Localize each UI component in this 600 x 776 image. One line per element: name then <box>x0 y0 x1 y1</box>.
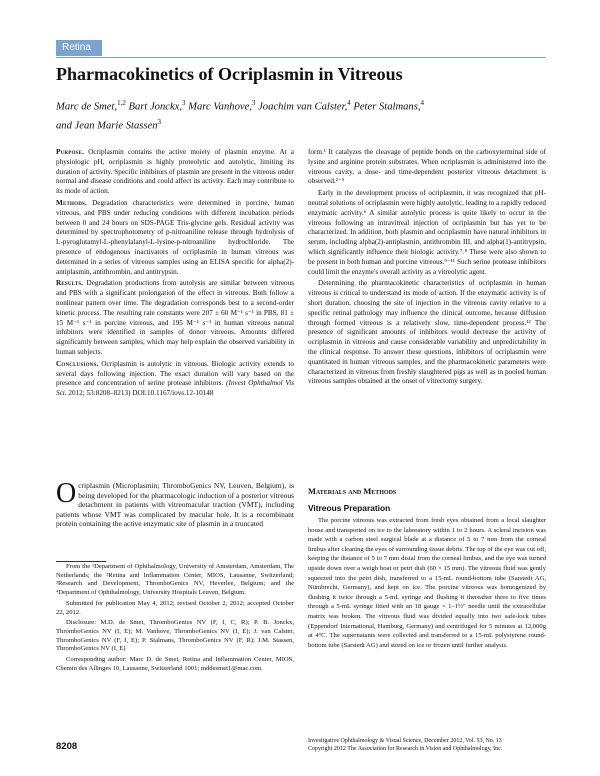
copyright: Copyright 2012 The Association for Research in Vision and Ophthalmology, Inc. <box>308 746 503 752</box>
author-name: Bart Jonckx, <box>125 101 183 113</box>
author-name: Joachim van Calster, <box>255 101 348 113</box>
methods-text <box>308 516 546 650</box>
footnote-affiliations: From the ¹Department of Ophthalmology, University of Amsterdam, Amsterdam, The Netherlands; the ²Retina and Inflammation Center, MIOS, Lausanne, Switzerland; ³Research and Development, ThromboGenics NV, Heverlee, Belgium; and the ⁴Department of Ophthalmology, University Hospitals Leuven, Belgium. <box>56 563 294 597</box>
footnote-submitted: Submitted for publication May 4, 2012; revised October 2, 2012; accepted October 22, 2012. <box>56 599 294 616</box>
introduction <box>56 478 294 529</box>
section-tag: Retina <box>56 40 102 56</box>
abstract-results <box>56 279 294 357</box>
author-name: Marc Vanhove, <box>185 101 252 113</box>
paragraph: form.¹ It catalyzes the cleavage of peptide bonds on the carboxyterminal side of lysine and arginine protein substrates. When ocriplasmin is administered into the vitreous cavity, a dose- and time-dependent posterior vitreous detachment is observed.²⁻⁵ <box>308 148 546 186</box>
abstract-label: Methods. <box>56 198 88 207</box>
author-list <box>56 96 546 133</box>
footnote-disclosure: Disclosure: M.D. de Smet, ThromboGenics NV (F, I, C, R); P. B. Jonckx, ThromboGenics NV (I, E); M. Vanhove, ThromboGenics NV (I, E); J. van Calster, ThromboGenics NV (F, I, E); P. Stalmans, ThromboGenics NV (F, R); J.M. Stassen, ThromboGenics NV (I, E) <box>56 619 294 653</box>
abstract-label: Results. <box>56 279 84 288</box>
abstract-text: Ocriplasmin is autolytic in vitreous. Biologic activity extends to several days following injection. The exact duration will vary based on the presence and concentration of serine protease inhibitors. <box>56 359 294 388</box>
section-heading: Materials and Methods <box>308 487 397 496</box>
header-rule <box>56 57 546 58</box>
abstract-methods <box>56 199 294 277</box>
abstract-text: Degradation characteristics were determined in porcine, human vitreous, and PBS under reducing conditions with different incubation periods between 0 and 24 hours on SDS-PAGE Tris-glycine gels. Residual activity was determined by spectrophotometry of p-nitroaniline release through hydrolysis of L-pyroglutamyl-L-phenylalanyl-L-lysine-p-nitroaniline hydrochloride. The presence of endogenous inactivators of ocriplasmin in human vitreous was determined in a series of vitreous samples using an ELISA specific for alpha(2)-antiplasmin, antithrombin, and antitrypsin. <box>56 198 294 276</box>
author-name: Peter Stalmans, <box>350 101 421 113</box>
abstract <box>56 148 294 401</box>
author-affiliation: 1,2 <box>117 99 126 107</box>
abstract-text: Degradation productions from autolysis are similar between vitreous and PBS with a significant prolongation of the effect in vitreous. Both follow a nonlinear pattern over time. The degradation corresponds best to a second-order kinetic process. The resulting rate constants were 207 ± 60 M⁻¹ s⁻¹ in PBS, 81 ± 15 M⁻¹ s⁻¹ in porcine vitreous, and 195 M⁻¹ s⁻¹ in human vitreous natural inhibitors were identified in samples of donor vitreous. Amounts differed significantly between samples, which may help explain the observed variability in human subjects. <box>56 279 294 356</box>
author-affiliation: 4 <box>347 99 351 107</box>
author-affiliation: 3 <box>251 99 256 107</box>
author-affiliation: 4 <box>420 99 424 107</box>
author-line-2 <box>56 115 546 134</box>
drop-cap: O <box>56 478 77 509</box>
paragraph: Early in the development process of ocriplasmin, it was recognized that pH-neutral solutions of ocriplasmin were highly autolytic, leading to a rapidly reduced enzymatic activity.⁶ A similar autolytic process is quite likely to occur in the vitreous following an intravitreal injection of ocriplasmin but has yet to be characterized. In addition, both plasmin and ocriplasmin have natural inhibitors in serum, including alpha(2)-antiplasmin, antithrombin III, and alpha(1)-antitrypsin, which significantly influence their biologic activity.⁷˒⁸ These were also shown to be present in both human and porcine vitreous.⁹⁻¹¹ Such serine protease inhibitors could limit the enzyme's overall activity as a vitreolytic agent. <box>308 189 546 276</box>
author-line-1 <box>56 96 546 115</box>
citation-journal: (Invest Ophthalmol Vis Sci. <box>56 379 295 398</box>
subsection-heading: Vitreous Preparation <box>308 503 391 513</box>
author-name: and Jean Marie Stassen <box>56 120 158 132</box>
author-name: Marc de Smet, <box>56 101 118 113</box>
intro-text: criplasmin (Microplasmin; ThromboGenics NV, Leuven, Belgium), is being developed for the pharmacologic induction of a posterior vitreous detachment in patients with vitreomacular traction (VMT), including patients whose VMT was complicated by macular hole. It is a recombinant protein containing the active enzymatic site of plasmin in a truncated <box>56 481 294 529</box>
article-title: Pharmacokinetics of Ocriplasmin in Vitreous <box>56 64 403 84</box>
abstract-conclusion <box>56 360 294 399</box>
paragraph: Determining the pharmacokinetic characteristics of ocriplasmin in human vitreous is critical to understand its mode of action. If the enzymatic activity is of short duration, choosing the site of injection in the vitreous cavity relative to a specific retinal pathology may influence the clinical outcome, because diffusion through formed vitreous is a relatively slow, time-dependent process.¹² The presence of significant amounts of inhibitors would decrease the activity of ocriplasmin in vitreous and cause considerable variability and unpredictability in the clinical response. To answer these questions, inhibitors of ocriplasmin were quantitated in human vitreous samples, and the pharmacokinetic parameters were characterized in vitreous from freshly slaughtered pigs as well as in pooled human vitreous samples obtained at the onset of vitrectomy surgery. <box>308 279 546 386</box>
body-text-right <box>308 148 546 389</box>
paragraph: The porcine vitreous was extracted from fresh eyes obtained from a local slaughter house and transported on ice to the laboratory within 1 to 2 hours. A scleral incision was made with a carbon steel surgical blade at a distance of 5 to 7 mm from the corneal limbus after cleaning the eyes of surrounding tissue debris. The top of the eye was cut off, keeping the distance of 5 to 7 mm distal from the corneal limbus, and the eye was turned upside down over a weigh boat or petri dish (60 × 15 mm). The vitreous fluid was gently squeezed into the petri dish, transferred to a 15-mL round-bottom tube (Sarstedt AG, Nümbrecht, Germany), and kept on ice. The porcine vitreous was homogenized by flushing it twice through a 5-mL syringe and flushing it thereafter three to five times through a 5-mL syringe fitted with an 18 gauge × 1–1½″ needle until the extracellular matrix was broken. The vitreous fluid was divided equally into two safe-lock tubes (Eppendorf International, Hamburg, Germany) and centrifuged for 5 minutes at 12,000g at 4°C. The supernatants were collected and transferred to a 15-mL polystyrene round-bottom tube (Sarstedt AG) and stored on ice or frozen until further analysis. <box>308 517 546 649</box>
abstract-label: Purpose. <box>56 148 85 156</box>
author-affiliation: 3 <box>157 117 162 126</box>
footnote-divider <box>56 561 106 562</box>
abstract-purpose <box>56 148 294 197</box>
author-affiliation: 3 <box>182 99 186 107</box>
page-number: 8208 <box>56 741 78 752</box>
abstract-text: Ocriplasmin contains the active moiety of plasmin enzyme. At a physiologic pH, ocriplasmin is highly proteolytic and autolytic, limiting its duration of activity. Specific inhibitors of plasmin are present in the vitreous under normal and disease conditions and could affect its activity. Each may contribute to its mode of action. <box>56 148 294 196</box>
abstract-label: Conclusions. <box>56 359 99 368</box>
citation-details: 2012; 53:8208–8213) DOI:10.1167/iovs.12-10148 <box>66 389 214 398</box>
journal-citation: Investigative Ophthalmology & Visual Science, December 2012, Vol. 53, No. 13 <box>308 738 502 744</box>
footnote-corresponding: Corresponding author: Marc D. de Smet, Retina and Inflammation Center, MIOS, Chemin des Allinges 10, Lausanne, Switzerland 1001; mddesmet1@mac.com. <box>56 656 294 672</box>
journal-footer <box>308 737 548 753</box>
footnotes <box>56 563 294 675</box>
